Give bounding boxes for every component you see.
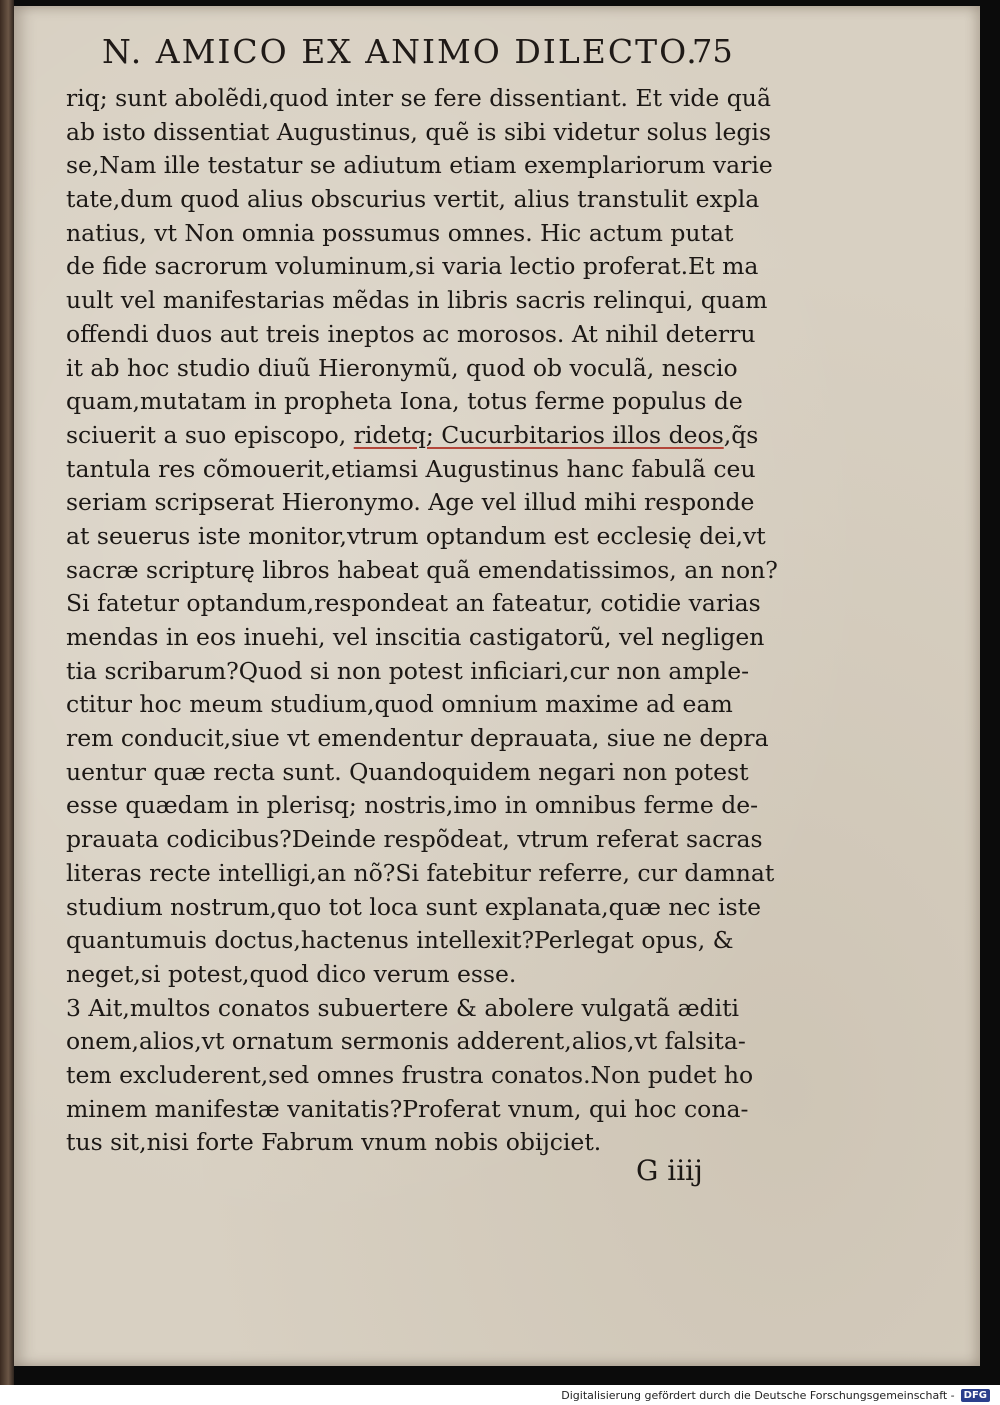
text-line: uentur quæ recta sunt. Quandoquidem negari non potest — [66, 757, 749, 786]
text-line-end: ,q̃s — [723, 420, 759, 449]
text-line: minem manifestæ vanitatis?Proferat vnum, qui hoc cona- — [66, 1094, 749, 1123]
underlined-phrase: ridetq; Cucurbitarios illos deos — [353, 420, 724, 449]
text-line: esse quædam in plerisq; nostris,imo in omnibus ferme de- — [66, 791, 759, 820]
text-line: quantumuis doctus,hactenus intellexit?Perlegat opus, & — [66, 926, 734, 955]
binding-edge — [0, 0, 14, 1385]
credit-text: Digitalisierung gefördert durch die Deutsche Forschungsgemeinschaft - — [561, 1388, 955, 1402]
text-line: 3 Ait,multos conatos subuertere & abolere vulgatã æditi — [66, 993, 740, 1022]
text-line: tus sit,nisi forte Fabrum vnum nobis obijciet. — [66, 1128, 602, 1157]
text-line: onem,alios,vt ornatum sermonis adderent,alios,vt falsita- — [66, 1027, 746, 1056]
text-line: prauata codicibus?Deinde respõdeat, vtrum referat sacras — [66, 825, 763, 854]
text-line — [66, 419, 826, 453]
folio-number: 75 — [692, 32, 733, 70]
text-line: seriam scripserat Hieronymo. Age vel illud mihi responde — [66, 488, 755, 517]
text-line: tate,dum quod alius obscurius vertit, alius transtulit expla — [66, 185, 760, 214]
text-line: mendas in eos inuehi, vel inscitia castigatorũ, vel negligen — [66, 623, 765, 651]
body-text — [66, 82, 826, 1160]
text-line: quam,mutatam in propheta Iona, totus ferme populus de — [66, 387, 743, 416]
book-page — [14, 6, 980, 1366]
text-line: tantula res cõmouerit,etiamsi Augustinus hanc fabulã ceu — [66, 454, 756, 483]
text-line: sacræ scripturę libros habeat quã emendatissimos, an non? — [66, 555, 778, 584]
text-line: ctitur hoc meum studium,quod omnium maxime ad eam — [66, 690, 733, 719]
running-title: N. AMICO EX ANIMO DILECTO. — [102, 32, 699, 71]
text-line: studium nostrum,quo tot loca sunt explanata,quæ nec iste — [66, 892, 761, 921]
text-line: de fide sacrorum voluminum,si varia lectio proferat.Et ma — [66, 252, 759, 281]
text-line: it ab hoc studio diuũ Hieronymũ, quod ob voculã, nescio — [66, 353, 738, 382]
digitization-credit — [561, 1387, 990, 1403]
text-line: Si fatetur optandum,respondeat an fateatur, cotidie varias — [66, 589, 761, 618]
text-line: rem conducit,siue vt emendentur deprauata, siue ne depra — [66, 724, 769, 753]
text-line: neget,si potest,quod dico verum esse. — [66, 959, 517, 988]
text-line: riq; sunt abolẽdi,quod inter se fere dissentiant. Et vide quã — [66, 84, 771, 112]
text-line: tem excluderent,sed omnes frustra conatos.Non pudet ho — [66, 1060, 754, 1089]
text-line: at seuerus iste monitor,vtrum optandum est ecclesię dei,vt — [66, 521, 766, 550]
text-line-start: sciuerit a suo episcopo, — [66, 420, 354, 449]
dfg-logo: DFG — [961, 1389, 990, 1402]
text-line: uult vel manifestarias mẽdas in libris sacris relinqui, quam — [66, 286, 768, 315]
text-line: natius, vt Non omnia possumus omnes. Hic actum putat — [66, 218, 734, 247]
text-line: se,Nam ille testatur se adiutum etiam exemplariorum varie — [66, 151, 773, 180]
text-line: tia scribarum?Quod si non potest inficiari,cur non ample- — [66, 656, 750, 685]
signature-mark: G iiij — [636, 1154, 703, 1187]
text-line: literas recte intelligi,an nõ?Si fatebitur referre, cur damnat — [66, 858, 775, 887]
text-line: ab isto dissentiat Augustinus, quẽ is sibi videtur solus legis — [66, 117, 771, 146]
text-line: offendi duos aut treis ineptos ac morosos. At nihil deterru — [66, 319, 756, 348]
